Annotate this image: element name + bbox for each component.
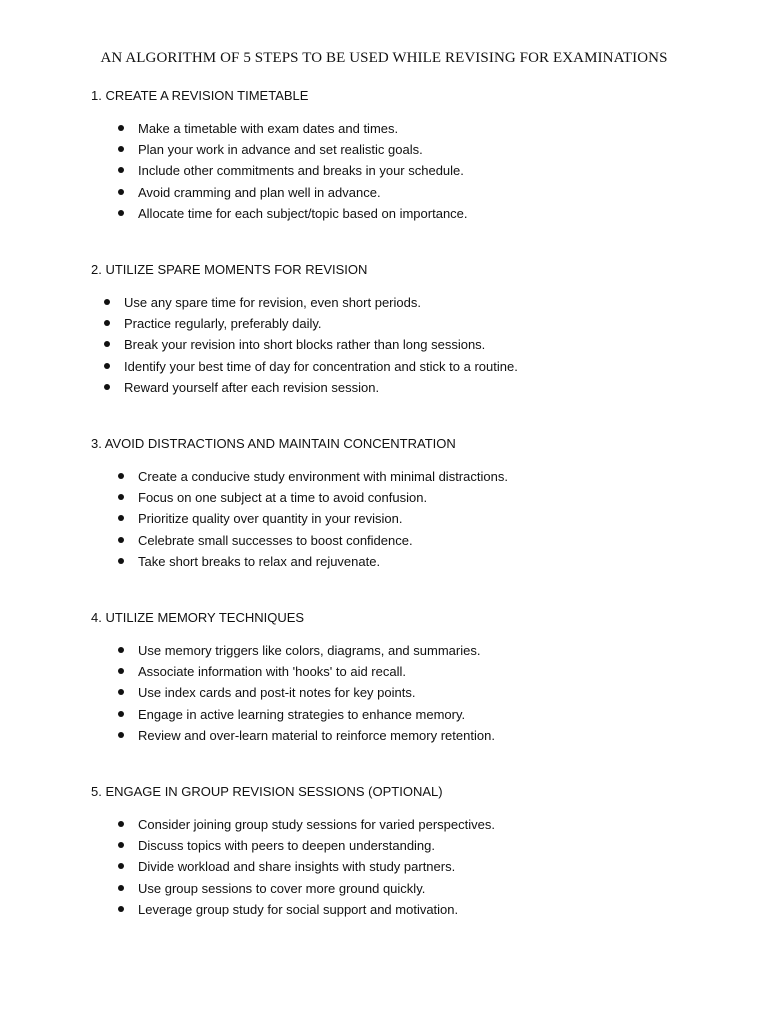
bullet-icon bbox=[118, 473, 124, 479]
bullet-icon bbox=[118, 146, 124, 152]
section-heading: 4. UTILIZE MEMORY TECHNIQUES bbox=[91, 610, 305, 625]
list-item bbox=[118, 203, 468, 224]
bullet-icon bbox=[118, 689, 124, 695]
bullet-list bbox=[118, 814, 495, 920]
list-item bbox=[118, 899, 495, 920]
list-item-text: Use any spare time for revision, even short periods. bbox=[124, 295, 421, 310]
bullet-icon bbox=[118, 210, 124, 216]
list-item-text: Create a conducive study environment with minimal distractions. bbox=[138, 469, 508, 484]
list-item bbox=[118, 466, 508, 487]
bullet-icon bbox=[104, 384, 110, 390]
list-item bbox=[104, 334, 518, 355]
bullet-icon bbox=[118, 906, 124, 912]
list-item bbox=[118, 487, 508, 508]
bullet-icon bbox=[104, 320, 110, 326]
list-item-text: Use group sessions to cover more ground quickly. bbox=[138, 880, 426, 896]
list-item-text: Break your revision into short blocks rather than long sessions. bbox=[124, 337, 486, 353]
bullet-list bbox=[118, 640, 495, 746]
list-item-text: Plan your work in advance and set realistic goals. bbox=[138, 142, 423, 158]
section-heading: 3. AVOID DISTRACTIONS AND MAINTAIN CONCENTRATION bbox=[91, 436, 456, 451]
list-item-text: Leverage group study for social support and motivation. bbox=[138, 901, 459, 917]
list-item-text: Avoid cramming and plan well in advance. bbox=[138, 184, 381, 200]
list-item bbox=[118, 551, 508, 572]
list-item-text: Review and over-learn material to reinforce memory retention. bbox=[138, 727, 495, 743]
list-item bbox=[118, 856, 495, 877]
bullet-icon bbox=[118, 125, 124, 131]
list-item-text: Associate information with 'hooks' to aid recall. bbox=[138, 664, 406, 680]
list-item-text: Discuss topics with peers to deepen understanding. bbox=[138, 838, 436, 854]
list-item bbox=[118, 118, 468, 139]
bullet-icon bbox=[118, 732, 124, 738]
list-item bbox=[118, 814, 495, 835]
bullet-icon bbox=[104, 341, 110, 347]
bullet-icon bbox=[118, 821, 124, 827]
list-item-text: Celebrate small successes to boost confidence. bbox=[138, 532, 413, 548]
bullet-icon bbox=[118, 515, 124, 521]
list-item bbox=[118, 160, 468, 181]
list-item bbox=[104, 356, 518, 377]
list-item bbox=[118, 682, 495, 703]
list-item bbox=[118, 139, 468, 160]
list-item bbox=[118, 704, 495, 725]
list-item bbox=[104, 292, 518, 313]
list-item bbox=[104, 313, 518, 334]
section-heading: 5. ENGAGE IN GROUP REVISION SESSIONS (OPTIONAL) bbox=[91, 784, 443, 799]
list-item-text: Consider joining group study sessions for varied perspectives. bbox=[138, 817, 495, 832]
list-item-text: Take short breaks to relax and rejuvenate. bbox=[138, 553, 381, 569]
list-item-text: Identify your best time of day for concentration and stick to a routine. bbox=[124, 358, 518, 374]
list-item-text: Reward yourself after each revision session. bbox=[124, 379, 380, 395]
bullet-icon bbox=[118, 558, 124, 564]
bullet-icon bbox=[118, 668, 124, 674]
bullet-icon bbox=[118, 189, 124, 195]
bullet-icon bbox=[118, 167, 124, 173]
bullet-icon bbox=[118, 863, 124, 869]
bullet-list bbox=[118, 466, 508, 572]
bullet-list bbox=[118, 118, 468, 224]
list-item-text: Focus on one subject at a time to avoid confusion. bbox=[138, 490, 428, 506]
bullet-icon bbox=[118, 494, 124, 500]
list-item bbox=[104, 377, 518, 398]
list-item-text: Divide workload and share insights with study partners. bbox=[138, 859, 456, 875]
list-item bbox=[118, 661, 495, 682]
list-item-text: Allocate time for each subject/topic based on importance. bbox=[138, 205, 468, 221]
list-item-text: Prioritize quality over quantity in your revision. bbox=[138, 511, 403, 527]
list-item-text: Practice regularly, preferably daily. bbox=[124, 316, 322, 332]
list-item bbox=[118, 530, 508, 551]
list-item-text: Use index cards and post-it notes for key points. bbox=[138, 685, 416, 701]
list-item bbox=[118, 835, 495, 856]
bullet-list bbox=[104, 292, 518, 398]
list-item bbox=[118, 725, 495, 746]
bullet-icon bbox=[118, 537, 124, 543]
list-item-text: Make a timetable with exam dates and times. bbox=[138, 121, 399, 136]
bullet-icon bbox=[118, 647, 124, 653]
bullet-icon bbox=[118, 711, 124, 717]
page-title: AN ALGORITHM OF 5 STEPS TO BE USED WHILE REVISING FOR EXAMINATIONS bbox=[100, 50, 668, 66]
list-item bbox=[118, 508, 508, 529]
list-item bbox=[118, 878, 495, 899]
section-heading: 2. UTILIZE SPARE MOMENTS FOR REVISION bbox=[91, 262, 368, 277]
list-item-text: Engage in active learning strategies to enhance memory. bbox=[138, 706, 466, 722]
bullet-icon bbox=[118, 842, 124, 848]
section-heading: 1. CREATE A REVISION TIMETABLE bbox=[91, 88, 309, 103]
bullet-icon bbox=[118, 885, 124, 891]
list-item-text: Use memory triggers like colors, diagrams, and summaries. bbox=[138, 643, 481, 658]
list-item bbox=[118, 182, 468, 203]
bullet-icon bbox=[104, 363, 110, 369]
bullet-icon bbox=[104, 299, 110, 305]
list-item-text: Include other commitments and breaks in your schedule. bbox=[138, 163, 464, 179]
list-item bbox=[118, 640, 495, 661]
